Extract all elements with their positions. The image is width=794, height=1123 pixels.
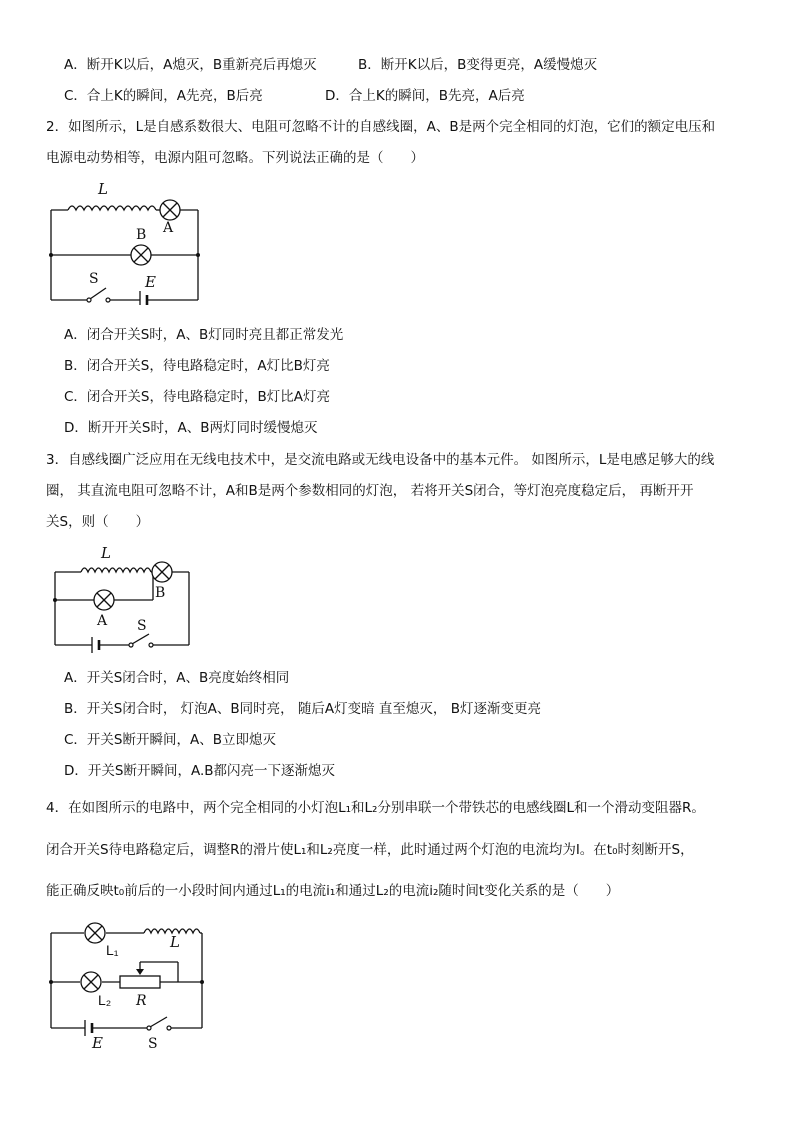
q3-stem-line-3: 关S，则（ ） <box>46 514 150 530</box>
q2-label-s: S <box>89 271 99 287</box>
q3-option-d: D．开关S断开瞬间，A.B都闪亮一下逐渐熄灭 <box>64 763 336 779</box>
q2-label-l: L <box>98 180 108 198</box>
q3-circuit-diagram <box>45 540 205 660</box>
q2-label-e: E <box>145 273 156 291</box>
q4-label-l: L <box>170 933 180 951</box>
q3-stem-line-1: 3．自感线圈广泛应用在无线电技术中，是交流电路或无线电设备中的基本元件。 如图所示，L是电感足够大的线 <box>46 452 715 468</box>
lamp-a-symbol <box>94 590 114 610</box>
q1-option-a: A．断开K以后，A熄灭，B重新亮后再熄灭 <box>64 57 317 73</box>
q4-circuit-diagram <box>40 918 215 1053</box>
q2-stem-line-1: 2．如图所示，L是自感系数很大、电阻可忽略不计的自感线圈，A、B是两个完全相同的灯泡，它们的额定电压和 <box>46 119 716 135</box>
q4-stem-line-2: 闭合开关S待电路稳定后，调整R的滑片使L₁和L₂亮度一样，此时通过两个灯泡的电流均为I。在t₀时刻断开S， <box>46 842 694 858</box>
q3-label-b: B <box>155 585 166 601</box>
q1-option-d: D．合上K的瞬间，B先亮，A后亮 <box>325 88 525 104</box>
q4-label-s: S <box>148 1036 158 1052</box>
q2-option-a: A．闭合开关S时，A、B灯同时亮且都正常发光 <box>64 327 344 343</box>
q2-option-b: B．闭合开关S，待电路稳定时，A灯比B灯亮 <box>64 358 330 374</box>
q1-option-c: C．合上K的瞬间，A先亮，B后亮 <box>64 88 263 104</box>
q3-option-c: C．开关S断开瞬间，A、B立即熄灭 <box>64 732 276 748</box>
q2-option-c: C．闭合开关S，待电路稳定时，B灯比A灯亮 <box>64 389 330 405</box>
q3-label-a: A <box>97 613 108 629</box>
q4-stem-line-3: 能正确反映t₀前后的一小段时间内通过L₁的电流i₁和通过L₂的电流i₂随时间t变化关系的是（ ） <box>46 883 620 899</box>
q1-option-b: B．断开K以后，B变得更亮，A缓慢熄灭 <box>358 57 598 73</box>
q4-label-e: E <box>92 1034 103 1052</box>
lamp-l1-symbol <box>85 923 105 943</box>
q3-stem-line-2: 圈， 其直流电阻可忽略不计，A和B是两个参数相同的灯泡， 若将开关S闭合，等灯泡亮度稳定后， 再断开开 <box>46 483 694 499</box>
q2-option-d: D．断开开关S时，A、B两灯同时缓慢熄灭 <box>64 420 318 436</box>
lamp-l2-symbol <box>81 972 101 992</box>
q2-label-a: A <box>163 220 174 236</box>
q4-stem-line-1: 4．在如图所示的电路中，两个完全相同的小灯泡L₁和L₂分别串联一个带铁芯的电感线圈L和一个滑动变阻器R。 <box>46 800 705 816</box>
q2-stem-line-2: 电源电动势相等，电源内阻可忽略。下列说法正确的是（ ） <box>46 150 424 166</box>
lamp-a-symbol <box>160 200 180 220</box>
lamp-b-symbol <box>131 245 151 265</box>
q3-label-l: L <box>101 544 111 562</box>
q3-label-s: S <box>137 618 147 634</box>
q3-option-b: B．开关S闭合时， 灯泡A、B同时亮， 随后A灯变暗 直至熄灭， B灯逐渐变更亮 <box>64 701 541 717</box>
q4-label-l2: L₂ <box>98 992 112 1008</box>
q4-label-r: R <box>136 993 147 1009</box>
q2-circuit-diagram <box>40 175 215 305</box>
q2-label-b: B <box>136 227 147 243</box>
lamp-b-symbol <box>152 562 172 582</box>
q4-label-l1: L₁ <box>106 942 119 958</box>
q3-option-a: A．开关S闭合时，A、B亮度始终相同 <box>64 670 290 686</box>
